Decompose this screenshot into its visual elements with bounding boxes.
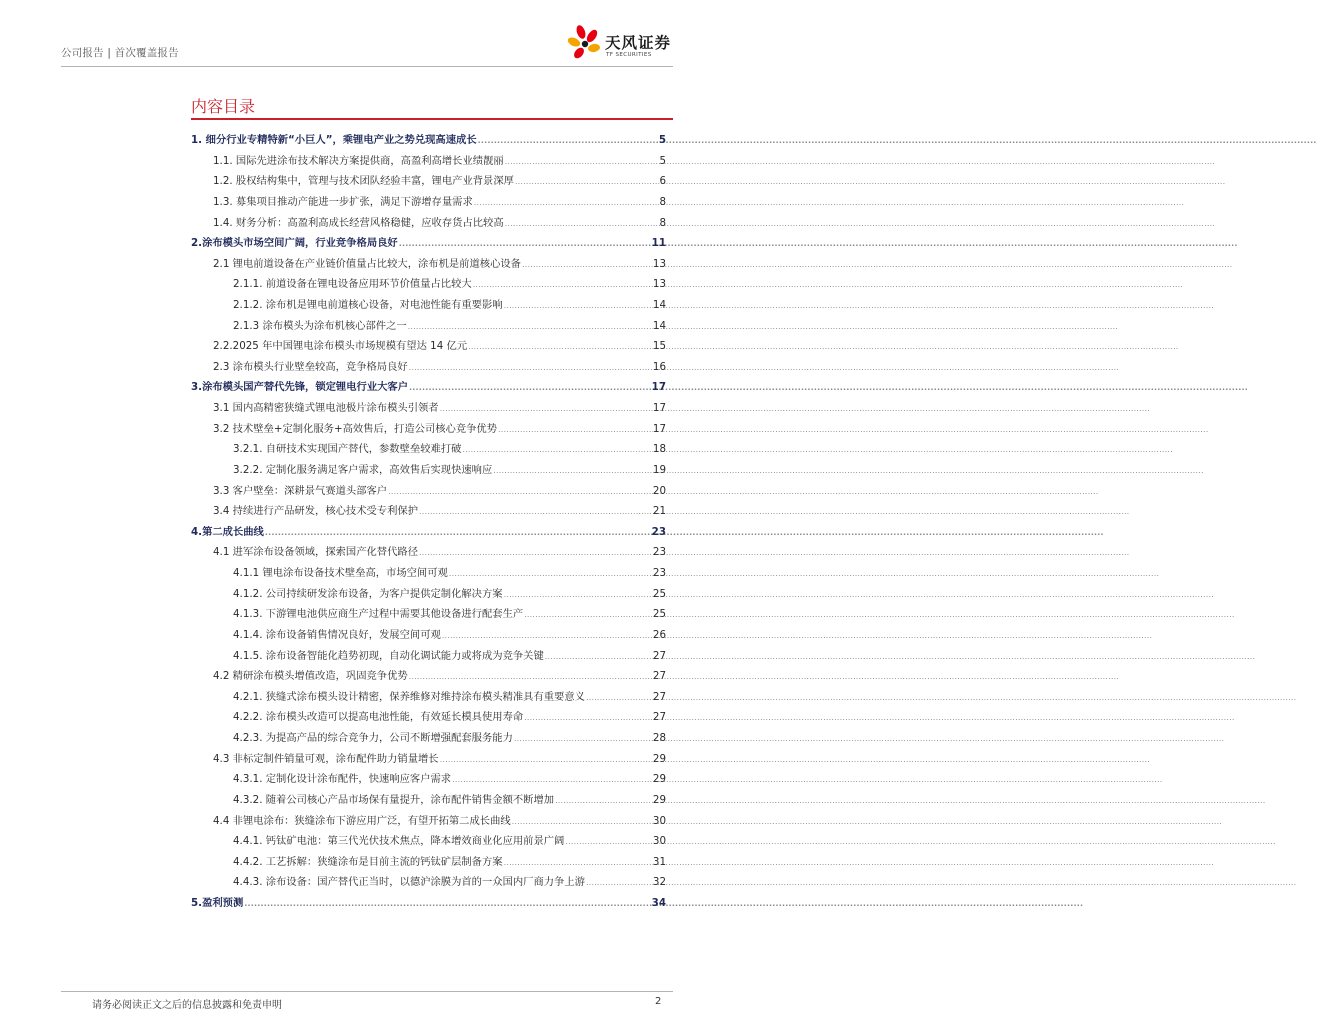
toc-leader-dots <box>505 216 659 230</box>
logo-english-name: TF SECURITIES <box>606 52 652 58</box>
toc-leader-dots <box>399 236 651 250</box>
toc-leader-dots <box>265 525 651 539</box>
toc-entry-title: 1. 细分行业专精特新“小巨人”，乘锂电产业之势兑现高速成长 <box>191 134 477 146</box>
toc-entry[interactable] <box>213 168 666 188</box>
toc-leader-dots <box>555 793 652 807</box>
toc-entry-page: 20 <box>652 484 666 497</box>
toc-leader-dots <box>512 814 652 828</box>
toc-entry[interactable] <box>233 436 666 456</box>
toc-entry[interactable] <box>213 251 666 271</box>
toc-entry-page: 28 <box>652 732 666 744</box>
toc-leader-dots <box>408 319 652 333</box>
toc-entry-page: 30 <box>652 835 666 848</box>
toc-entry[interactable] <box>213 478 666 498</box>
toc-leader-dots <box>586 690 652 704</box>
toc-entry-title: 4.4.1. 钙钛矿电池：第三代光伏技术焦点，降本增效商业化应用前景广阔 <box>233 835 565 848</box>
toc-entry-page: 15 <box>652 340 666 353</box>
toc-entry-page: 23 <box>651 525 666 538</box>
toc-entry-title: 3.4 持续进行产品研发，核心技术受专利保护 <box>213 505 418 518</box>
toc-entry-title: 3.2.1. 自研技术实现国产替代，参数壁垒较难打破 <box>233 443 462 456</box>
toc-entry-page: 27 <box>652 649 666 662</box>
toc-entry-page: 27 <box>652 690 666 703</box>
toc-entry-title: 4.3 非标定制件销量可观，涂布配件助力销量增长 <box>213 752 439 765</box>
tf-logo-mark-icon <box>567 24 603 64</box>
toc-title: 内容目录 <box>191 97 256 116</box>
toc-entry[interactable] <box>233 622 666 642</box>
toc-entry-title: 2.涂布模头市场空间广阔，行业竞争格局良好 <box>191 237 398 250</box>
toc-entry-page: 29 <box>652 773 666 786</box>
toc-leader-dots <box>468 339 652 353</box>
toc-entry[interactable] <box>213 808 666 828</box>
toc-leader-dots <box>478 133 658 147</box>
toc-entry-page: 6 <box>659 175 666 188</box>
toc-entry-title: 1.1. 国际先进涂布技术解决方案提供商，高盈利高增长业绩靓丽 <box>213 154 504 167</box>
toc-leader-dots <box>498 422 652 436</box>
toc-entry-title: 1.3. 募集项目推动产能进一步扩张，满足下游增存量需求 <box>213 195 473 208</box>
toc-entry-page: 14 <box>652 319 666 332</box>
toc-entry-title: 4.2 精研涂布模头增值改造，巩固竞争优势 <box>213 670 408 683</box>
toc-leader-dots <box>452 772 652 786</box>
toc-entry-page: 32 <box>652 876 666 889</box>
toc-entry-page: 27 <box>652 711 666 724</box>
toc-entry[interactable] <box>233 560 666 580</box>
toc-entry-page: 11 <box>651 237 666 250</box>
toc-entry[interactable] <box>233 581 666 601</box>
toc-entry[interactable] <box>233 684 666 704</box>
toc-leader-dots <box>419 504 652 518</box>
toc-entry[interactable] <box>191 374 666 394</box>
toc-leader-dots <box>493 463 652 477</box>
toc-entry-page: 13 <box>652 278 666 291</box>
toc-leader-dots <box>409 360 652 374</box>
toc-title-divider <box>191 118 673 120</box>
toc-leader-dots <box>442 628 652 642</box>
toc-entry-title: 4.4.3. 涂布设备：国产替代正当时，以德沪涂膜为首的一众国内厂商力争上游 <box>233 876 585 889</box>
toc-entry[interactable] <box>213 395 666 415</box>
toc-leader-dots <box>419 545 652 559</box>
toc-entry[interactable] <box>233 766 666 786</box>
toc-entry-page: 31 <box>652 855 666 868</box>
toc-entry-page: 29 <box>652 752 666 765</box>
toc-entry-page: 5 <box>659 154 666 167</box>
toc-leader-dots <box>462 442 652 456</box>
toc-entry-title: 4.1.2. 公司持续研发涂布设备，为客户提供定制化解决方案 <box>233 587 503 600</box>
toc-entry-page: 21 <box>652 505 666 518</box>
toc-leader-dots <box>440 752 652 766</box>
toc-entry-page: 8 <box>659 216 666 229</box>
page-number: 2 <box>655 996 662 1007</box>
toc-entry[interactable] <box>213 746 666 766</box>
footer-divider <box>61 991 673 992</box>
toc-leader-dots <box>504 587 652 601</box>
toc-entry-title: 3.涂布模头国产替代先锋，锁定锂电行业大客户 <box>191 381 409 394</box>
toc-entry-title: 4.1.3. 下游锂电池供应商生产过程中需要其他设备进行配套生产 <box>233 608 524 621</box>
toc-entry-title: 2.1.2. 涂布机是锂电前道核心设备，对电池性能有重要影响 <box>233 299 503 311</box>
toc-leader-dots <box>514 731 652 745</box>
toc-entry-title: 4.3.1. 定制化设计涂布配件，快速响应客户需求 <box>233 773 452 786</box>
toc-entry-page: 19 <box>652 463 666 476</box>
toc-entry[interactable] <box>233 869 666 889</box>
toc-entry[interactable] <box>233 849 666 869</box>
toc-entry-page: 29 <box>652 793 666 806</box>
toc-entry-page: 26 <box>652 628 666 641</box>
toc-entry-title: 4.2.3. 为提高产品的综合竞争力，公司不断增强配套服务能力 <box>233 732 513 744</box>
toc-entry-title: 4.1.5. 涂布设备智能化趋势初现，自动化调试能力或将成为竞争关键 <box>233 649 544 662</box>
toc-entry-page: 34 <box>651 896 666 909</box>
toc-leader-dots <box>409 669 652 683</box>
toc-entry-title: 3.2.2. 定制化服务满足客户需求，高效售后实现快速响应 <box>233 463 493 476</box>
toc-entry[interactable] <box>191 890 666 910</box>
toc-entry-page: 30 <box>652 814 666 827</box>
toc-entry[interactable] <box>213 539 666 559</box>
toc-entry-title: 4.4.2. 工艺拆解：狭缝涂布是目前主流的钙钛矿层制备方案 <box>233 855 503 868</box>
toc-entry-page: 25 <box>652 587 666 600</box>
toc-entry-title: 3.1 国内高精密狭缝式锂电池极片涂布模头引领者 <box>213 402 439 415</box>
toc-entry-page: 5 <box>658 134 666 146</box>
toc-entry[interactable] <box>213 663 666 683</box>
toc-leader-dots <box>440 401 652 415</box>
toc-entry-title: 4.3.2. 随着公司核心产品市场保有量提升，涂布配件销售金额不断增加 <box>233 793 555 806</box>
toc-leader-dots <box>565 834 652 848</box>
toc-entry-page: 8 <box>659 195 666 208</box>
toc-entry-page: 18 <box>652 443 666 456</box>
report-type-label: 公司报告 | 首次覆盖报告 <box>61 47 179 59</box>
toc-entry-title: 4.1.1 锂电涂布设备技术壁垒高，市场空间可观 <box>233 567 448 579</box>
toc-leader-dots <box>524 710 652 724</box>
toc-entry[interactable] <box>213 416 666 436</box>
toc-leader-dots <box>474 195 659 209</box>
toc-entry-title: 4.2.2. 涂布模头改造可以提高电池性能，有效延长模具使用寿命 <box>233 711 524 724</box>
toc-leader-dots <box>473 277 652 291</box>
toc-entry-page: 17 <box>652 422 666 435</box>
toc-leader-dots <box>504 855 652 869</box>
toc-entry-title: 2.2.2025 年中国锂电涂布模头市场规模有望达 14 亿元 <box>213 340 468 353</box>
toc-entry-title: 3.2 技术壁垒+定制化服务+高效售后，打造公司核心竞争优势 <box>213 422 498 435</box>
header-divider <box>61 66 673 67</box>
toc-entry[interactable] <box>233 725 666 745</box>
toc-leader-dots <box>504 298 652 312</box>
toc-entry[interactable] <box>233 643 666 663</box>
toc-entry-title: 4.1.4. 涂布设备销售情况良好，发展空间可观 <box>233 628 441 641</box>
toc-leader-dots <box>515 174 659 188</box>
toc-entry-page: 14 <box>652 299 666 311</box>
toc-leader-dots <box>244 896 650 910</box>
toc-entry[interactable] <box>233 704 666 724</box>
tf-securities-logo <box>567 24 677 64</box>
toc-entry[interactable] <box>213 210 666 230</box>
toc-entry-page: 17 <box>651 381 666 394</box>
toc-entry[interactable] <box>213 189 666 209</box>
toc-entry[interactable] <box>191 230 666 250</box>
logo-chinese-name: 天风证券 <box>605 34 672 52</box>
toc-entry[interactable] <box>233 292 666 312</box>
toc-entry-title: 4.1 进军涂布设备领域，探索国产化替代路径 <box>213 546 418 559</box>
toc-entry-title: 2.1.1. 前道设备在锂电设备应用环节价值量占比较大 <box>233 278 472 291</box>
toc-entry-title: 3.3 客户壁垒：深耕景气赛道头部客户 <box>213 484 388 497</box>
toc-entry-title: 2.1.3 涂布模头为涂布机核心部件之一 <box>233 319 407 332</box>
disclaimer-text: 请务必阅读正文之后的信息披露和免责申明 <box>92 1000 282 1011</box>
toc-entry-page: 27 <box>652 670 666 683</box>
toc-entry[interactable] <box>233 787 666 807</box>
toc-leader-dots <box>524 607 652 621</box>
toc-entry-page: 23 <box>652 567 666 579</box>
toc-entry[interactable] <box>233 828 666 848</box>
toc-entry-title: 1.2. 股权结构集中，管理与技术团队经验丰富，锂电产业背景深厚 <box>213 175 514 188</box>
toc-entry[interactable] <box>213 354 666 374</box>
toc-entry[interactable] <box>233 601 666 621</box>
toc-leader-dots <box>388 484 652 498</box>
toc-entry[interactable] <box>213 148 666 168</box>
toc-entry[interactable] <box>213 498 666 518</box>
toc-entry[interactable] <box>191 519 666 539</box>
toc-leader-dots <box>409 380 651 394</box>
toc-entry[interactable] <box>233 457 666 477</box>
toc-leader-dots <box>505 154 659 168</box>
toc-entry-title: 2.3 涂布模头行业壁垒较高，竞争格局良好 <box>213 360 408 373</box>
toc-entry-page: 25 <box>652 608 666 621</box>
toc-entry-title: 1.4. 财务分析：高盈利高成长经营风格稳健，应收存货占比较高 <box>213 216 504 229</box>
toc-leader-dots <box>586 875 652 889</box>
toc-entry-title: 5.盈利预测 <box>191 896 244 909</box>
toc-entry-page: 17 <box>652 402 666 415</box>
toc-entry-page: 16 <box>652 360 666 373</box>
toc-entry[interactable] <box>233 313 666 333</box>
toc-entry[interactable] <box>233 271 666 291</box>
toc-entry[interactable] <box>191 127 666 147</box>
toc-entry-page: 13 <box>652 257 666 270</box>
toc-entry-title: 2.1 锂电前道设备在产业链价值量占比较大，涂布机是前道核心设备 <box>213 257 521 270</box>
toc-leader-dots <box>449 566 652 580</box>
toc-entry-title: 4.4 非锂电涂布：狭缝涂布下游应用广泛，有望开拓第二成长曲线 <box>213 814 511 827</box>
toc-entry-title: 4.2.1. 狭缝式涂布模头设计精密，保养维修对维持涂布模头精准具有重要意义 <box>233 690 585 703</box>
toc-leader-dots <box>545 649 652 663</box>
toc-leader-dots <box>522 257 652 271</box>
toc-entry-page: 23 <box>652 546 666 559</box>
toc-entry-title: 4.第二成长曲线 <box>191 525 264 538</box>
toc-entry[interactable] <box>213 333 666 353</box>
